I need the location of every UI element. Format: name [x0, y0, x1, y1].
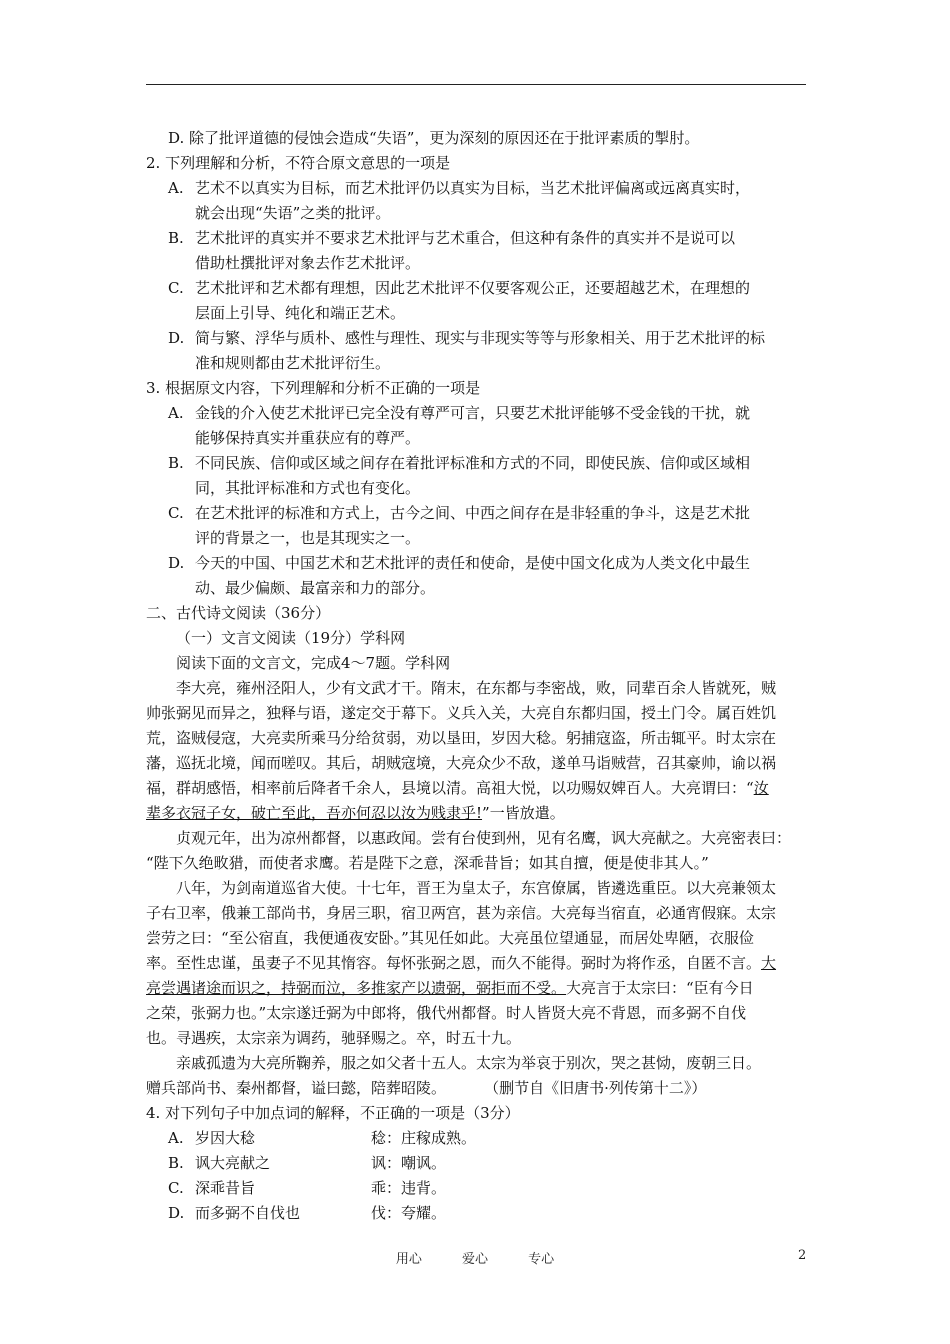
passage-line [146, 976, 808, 1001]
q3-option-c [146, 501, 808, 551]
option-line: 艺术批评和艺术都有理想，因此艺术批评不仅要客观公正，还要超越艺术，在理想的 [195, 279, 751, 297]
q4-option-d [146, 1201, 808, 1226]
option-gloss: 乖：违背。 [371, 1179, 447, 1197]
passage-line [146, 951, 808, 976]
q3-option-d [146, 551, 808, 601]
passage-line: 也。寻遇疾，太宗亲为调药，驰驿赐之。卒，时五十九。 [146, 1029, 522, 1047]
option-letter: A. [168, 179, 184, 197]
option-line: 今天的中国、中国艺术和艺术批评的责任和使命，是使中国文化成为人类文化中最生 [195, 554, 751, 572]
option-line: 艺术不以真实为目标，而艺术批评仍以真实为目标，当艺术批评偏离或远离真实时， [195, 179, 751, 197]
option-letter: A. [168, 404, 184, 422]
passage-paragraph-2 [146, 826, 808, 876]
option-line: 就会出现“失语”之类的批评。 [195, 204, 391, 222]
passage-line: 赠兵部尚书、秦州都督，谥曰懿，陪葬昭陵。 （删节自《旧唐书·列传第十二》） [146, 1079, 707, 1097]
passage-text: 福，群胡感悟，相率前后降者千余人，县境以清。高祖大悦，以功赐奴婢百人。大亮谓曰：“ [146, 779, 754, 797]
underlined-text: 辈多衣冠子女，破亡至此，吾亦何忍以汝为贱隶乎! [146, 804, 483, 822]
q4-option-c [146, 1176, 808, 1201]
passage-line: 贞观元年，出为凉州都督，以惠政闻。尝有台使到州，见有名鹰，讽大亮献之。大亮密表曰： [176, 829, 792, 847]
option-line: 在艺术批评的标准和方式上，古今之间、中西之间存在是非轻重的争斗，这是艺术批 [195, 504, 751, 522]
option-letter: B. [168, 454, 184, 472]
option-gloss: 讽：嘲讽。 [371, 1154, 447, 1172]
passage-line: 八年，为剑南道巡省大使。十七年，晋王为皇太子，东宫僚属，皆遴选重臣。以大亮兼领太 [176, 879, 777, 897]
passage-text: 率。至性忠谨，虽妻子不见其惰容。每怀张弼之恩，而久不能得。弼时为将作丞，自匿不言。 [146, 954, 762, 972]
option-gloss: 稔：庄稼成熟。 [371, 1129, 477, 1147]
option-sentence: 而多弼不自伐也 [195, 1204, 301, 1222]
option-letter: B. [168, 1154, 184, 1172]
passage-line [146, 801, 808, 826]
page-footer [0, 1248, 950, 1267]
option-letter: C. [168, 504, 184, 522]
reading-instruction: 阅读下面的文言文，完成4～7题。学科网 [176, 654, 451, 672]
option-line: 层面上引导、纯化和端正艺术。 [195, 304, 406, 322]
q2-options [146, 176, 808, 376]
passage-line: “陛下久绝畋猎，而使者求鹰。若是陛下之意，深乖昔旨；如其自擅，便是使非其人。” [146, 854, 709, 872]
option-line: 准和规则都由艺术批评衍生。 [195, 354, 391, 372]
underlined-text: 亮尝遇诸途而识之，持弼而泣，多推家产以遗弼，弼拒而不受。 [146, 979, 567, 997]
section-heading: 二、古代诗文阅读（36分） [146, 604, 331, 622]
q2-option-d [146, 326, 808, 376]
option-letter: D. [168, 554, 185, 572]
option-line: 动、最少偏颇、最富亲和力的部分。 [195, 579, 436, 597]
option-line: 同，其批评标准和方式也有变化。 [195, 479, 421, 497]
q3-stem: 3. 根据原文内容，下列理解和分析不正确的一项是 [146, 379, 481, 397]
option-line: 评的背景之一，也是其现实之一。 [195, 529, 421, 547]
option-sentence: 深乖昔旨 [195, 1179, 256, 1197]
option-line: 艺术批评的真实并不要求艺术批评与艺术重合，但这种有条件的真实并不是说可以 [195, 229, 736, 247]
subsection-heading: （一）文言文阅读（19分）学科网 [176, 629, 406, 647]
option-letter: D. [168, 1204, 185, 1222]
option-sentence: 讽大亮献之 [195, 1154, 271, 1172]
footer-item: 用心 [395, 1252, 422, 1267]
q2-option-b [146, 226, 808, 276]
passage-paragraph-4 [146, 1051, 808, 1101]
q1-option-d: D. 除了批评道德的侵蚀会造成“失语”，更为深刻的原因还在于批评素质的掣肘。 [168, 129, 700, 147]
option-line: 简与繁、浮华与质朴、感性与理性、现实与非现实等等与形象相关、用于艺术批评的标 [195, 329, 766, 347]
option-line: 借助杜撰批评对象去作艺术批评。 [195, 254, 421, 272]
page-number: 2 [798, 1248, 807, 1263]
passage-paragraph-1 [146, 676, 808, 826]
q2-option-c [146, 276, 808, 326]
option-line: 能够保持真实并重获应有的尊严。 [195, 429, 421, 447]
footer-item: 爱心 [461, 1252, 488, 1267]
header-rule [146, 84, 806, 85]
q3-option-a [146, 401, 808, 451]
q3-option-b [146, 451, 808, 501]
option-gloss: 伐：夸耀。 [371, 1204, 447, 1222]
passage-line: 子右卫率，俄兼工部尚书，身居三职，宿卫两宫，甚为亲信。大亮每当宿直，必通宵假寐。太宗 [146, 904, 777, 922]
option-letter: C. [168, 1179, 184, 1197]
passage-line: 帅张弼见而异之，独释与语，遂定交于幕下。义兵入关，大亮自东都归国，授土门令。属百姓饥 [146, 704, 777, 722]
passage-paragraph-3 [146, 876, 808, 1051]
q4-option-a [146, 1126, 808, 1151]
passage-line: 尝劳之曰：“至公宿直，我便通夜安卧。”其见任如此。大亮虽位望通显，而居处卑陋，衣服俭 [146, 929, 754, 947]
document-body [146, 126, 808, 1226]
passage-line: 藩，巡抚北境，闻而嗟叹。其后，胡贼寇境，大亮众少不敌，遂单马诣贼营，召其豪帅，谕以祸 [146, 754, 777, 772]
passage-text: 大亮言于太宗曰：“臣有今日 [566, 979, 754, 997]
passage-text: ”一皆放遣。 [482, 804, 565, 822]
q3-options [146, 401, 808, 601]
underlined-text: 汝 [753, 779, 769, 797]
option-letter: D. [168, 329, 185, 347]
underlined-text: 大 [761, 954, 777, 972]
option-letter: C. [168, 279, 184, 297]
option-sentence: 岁因大稔 [195, 1129, 256, 1147]
passage-line: 亲戚孤遗为大亮所鞠养，服之如父者十五人。太宗为举哀于别次，哭之甚恸，废朝三日。 [176, 1054, 762, 1072]
q4-option-b [146, 1151, 808, 1176]
q2-option-a [146, 176, 808, 226]
passage-line: 之荣，张弼力也。”太宗遂迁弼为中郎将，俄代州都督。时人皆贤大亮不背恩，而多弼不自伐 [146, 1004, 747, 1022]
passage-line: 荒，盗贼侵寇，大亮卖所乘马分给贫弱，劝以垦田，岁因大稔。躬捕寇盗，所击辄平。时太宗在 [146, 729, 777, 747]
option-line: 金钱的介入使艺术批评已完全没有尊严可言，只要艺术批评能够不受金钱的干扰，就 [195, 404, 751, 422]
passage-line: 李大亮，雍州泾阳人，少有文武才干。隋末，在东都与李密战，败，同辈百余人皆就死，贼 [176, 679, 777, 697]
option-line: 不同民族、信仰或区域之间存在着批评标准和方式的不同，即使民族、信仰或区域相 [195, 454, 751, 472]
footer-item: 专心 [528, 1252, 555, 1267]
q4-stem: 4. 对下列句子中加点词的解释，不正确的一项是（3分） [146, 1104, 520, 1122]
q4-options [146, 1126, 808, 1226]
option-letter: B. [168, 229, 184, 247]
q2-stem: 2. 下列理解和分析，不符合原文意思的一项是 [146, 154, 451, 172]
passage-line [146, 776, 808, 801]
option-letter: A. [168, 1129, 184, 1147]
